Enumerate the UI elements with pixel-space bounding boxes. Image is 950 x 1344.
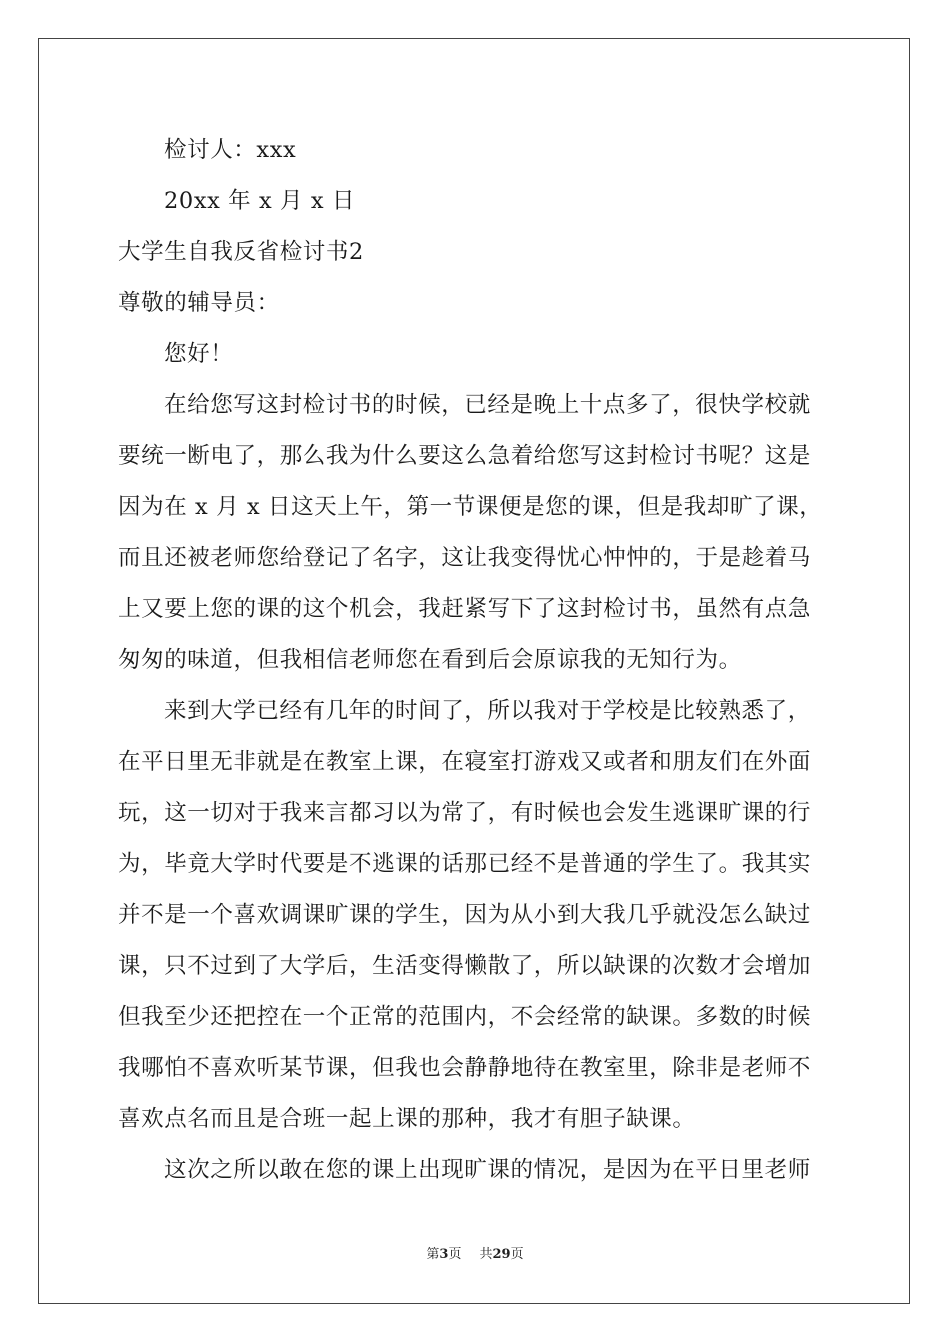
salutation: 尊敬的辅导员： <box>118 290 280 316</box>
page-suffix: 页 <box>448 1247 462 1262</box>
paragraph-line: 因为在 x 月 x 日这天上午，第一节课便是您的课，但是我却旷了课， <box>118 494 823 520</box>
paragraph-line: 但我至少还把控在一个正常的范围内，不会经常的缺课。多数的时候 <box>118 1004 812 1030</box>
paragraph-line: 而且还被老师您给登记了名字，这让我变得忧心忡忡的，于是趁着马 <box>118 545 812 571</box>
total-pages: 29 <box>492 1247 511 1262</box>
paragraph-line: 玩，这一切对于我来言都习以为常了，有时候也会发生逃课旷课的行 <box>118 800 812 826</box>
total-prefix: 共 <box>479 1247 493 1262</box>
paragraph-line: 为，毕竟大学时代要是不逃课的话那已经不是普通的学生了。我其实 <box>118 851 812 877</box>
paragraph-line: 喜欢点名而且是合班一起上课的那种，我才有胆子缺课。 <box>118 1106 696 1132</box>
greeting: 您好！ <box>164 341 234 367</box>
document-body <box>118 125 834 1196</box>
date-line: 20xx 年 x 月 x 日 <box>164 188 356 214</box>
paragraph-line: 匆匆的味道，但我相信老师您在看到后会原谅我的无知行为。 <box>118 647 742 673</box>
paragraph-line: 在平日里无非就是在教室上课，在寝室打游戏又或者和朋友们在外面 <box>118 749 812 775</box>
paragraph-line: 来到大学已经有几年的时间了，所以我对于学校是比较熟悉了， <box>164 698 811 724</box>
paragraph-line: 这次之所以敢在您的课上出现旷课的情况，是因为在平日里老师 <box>164 1157 811 1183</box>
page-footer <box>0 1246 950 1264</box>
document-title: 大学生自我反省检讨书2 <box>118 239 364 265</box>
paragraph-line: 课，只不过到了大学后，生活变得懒散了，所以缺课的次数才会增加 <box>118 953 812 979</box>
paragraph-line: 我哪怕不喜欢听某节课，但我也会静静地待在教室里，除非是老师不 <box>118 1055 812 1081</box>
paragraph-line: 并不是一个喜欢调课旷课的学生，因为从小到大我几乎就没怎么缺过 <box>118 902 812 928</box>
paragraph-line: 要统一断电了，那么我为什么要这么急着给您写这封检讨书呢？这是 <box>118 443 812 469</box>
page-prefix: 第 <box>426 1247 440 1262</box>
page-number: 3 <box>439 1247 449 1262</box>
signature-line: 检讨人：xxx <box>164 137 297 163</box>
paragraph-line: 上又要上您的课的这个机会，我赶紧写下了这封检讨书，虽然有点急 <box>118 596 812 622</box>
total-suffix: 页 <box>510 1247 524 1262</box>
paragraph-line: 在给您写这封检讨书的时候，已经是晚上十点多了，很快学校就 <box>164 392 811 418</box>
